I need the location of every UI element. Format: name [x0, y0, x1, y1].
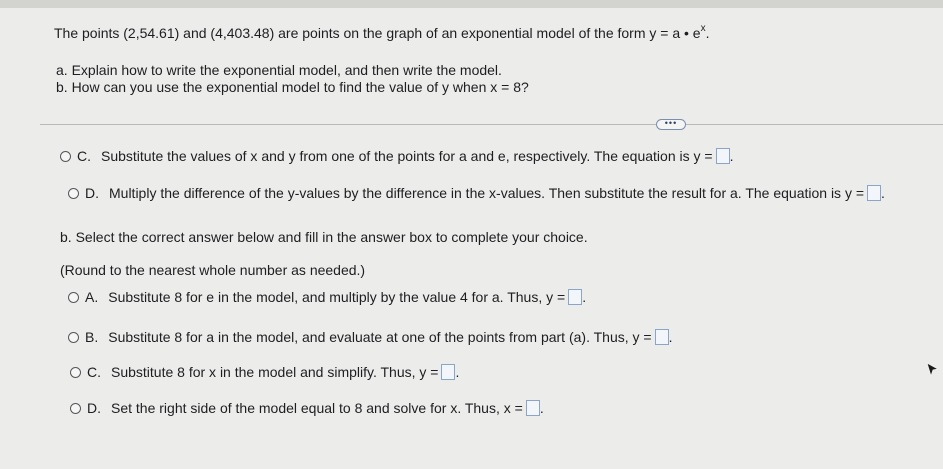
option-text: Set the right side of the model equal to 8 and solve for x. Thus, x =	[111, 400, 523, 416]
option-part-b-b[interactable]	[68, 329, 672, 345]
option-suffix: .	[455, 364, 460, 380]
radio-button[interactable]	[68, 332, 79, 343]
option-part-b-c[interactable]	[70, 364, 459, 380]
prompt-main: The points (2,54.61) and (4,403.48) are points on the graph of an exponential model of the form y = a • e	[54, 25, 701, 41]
option-letter: D.	[85, 185, 99, 201]
top-bar	[0, 0, 943, 8]
answer-box[interactable]	[867, 185, 881, 201]
radio-button[interactable]	[60, 151, 71, 162]
answer-box[interactable]	[526, 400, 540, 416]
prompt-end: .	[705, 25, 710, 41]
answer-box[interactable]	[655, 329, 669, 345]
option-letter: B.	[85, 329, 99, 345]
option-letter: C.	[87, 364, 101, 380]
answer-box[interactable]	[568, 289, 582, 305]
radio-button[interactable]	[70, 403, 81, 414]
option-part-a-c[interactable]	[60, 148, 733, 164]
option-suffix: .	[729, 148, 734, 164]
mouse-cursor-icon	[926, 362, 940, 378]
option-suffix: .	[582, 289, 587, 305]
answer-box[interactable]	[441, 364, 455, 380]
question-prompt	[54, 24, 709, 45]
radio-button[interactable]	[68, 292, 79, 303]
option-part-b-a[interactable]	[68, 289, 586, 305]
rounding-note: (Round to the nearest whole number as needed.)	[60, 262, 366, 278]
option-text: Substitute the values of x and y from one of the points for a and e, respectively. The equation is y =	[101, 148, 713, 164]
option-part-b-d[interactable]	[70, 400, 544, 416]
option-letter: A.	[85, 289, 99, 305]
radio-button[interactable]	[70, 367, 81, 378]
option-text: Multiply the difference of the y-values by the difference in the x-values. Then substitute the result for a. The equation is y =	[109, 185, 865, 201]
option-text: Substitute 8 for e in the model, and multiply by the value 4 for a. Thus, y =	[108, 289, 566, 305]
option-suffix: .	[881, 185, 885, 201]
option-part-a-d[interactable]	[68, 185, 885, 201]
radio-button[interactable]	[68, 188, 79, 199]
expand-more-button[interactable]: •••	[656, 119, 686, 130]
option-letter: C.	[77, 148, 91, 164]
answer-box[interactable]	[716, 148, 730, 164]
prompt-exponent: x	[700, 23, 706, 34]
part-a-prompt: a. Explain how to write the exponential model, and then write the model.	[56, 62, 502, 78]
option-text: Substitute 8 for a in the model, and evaluate at one of the points from part (a). Thus, y =	[108, 329, 652, 345]
option-letter: D.	[87, 400, 101, 416]
part-b-prompt: b. How can you use the exponential model to find the value of y when x = 8?	[56, 79, 529, 95]
part-b-instruction: b. Select the correct answer below and fill in the answer box to complete your choice.	[60, 229, 588, 245]
option-suffix: .	[668, 329, 673, 345]
option-text: Substitute 8 for x in the model and simplify. Thus, y =	[111, 364, 439, 380]
section-divider	[40, 124, 943, 125]
option-suffix: .	[539, 400, 544, 416]
